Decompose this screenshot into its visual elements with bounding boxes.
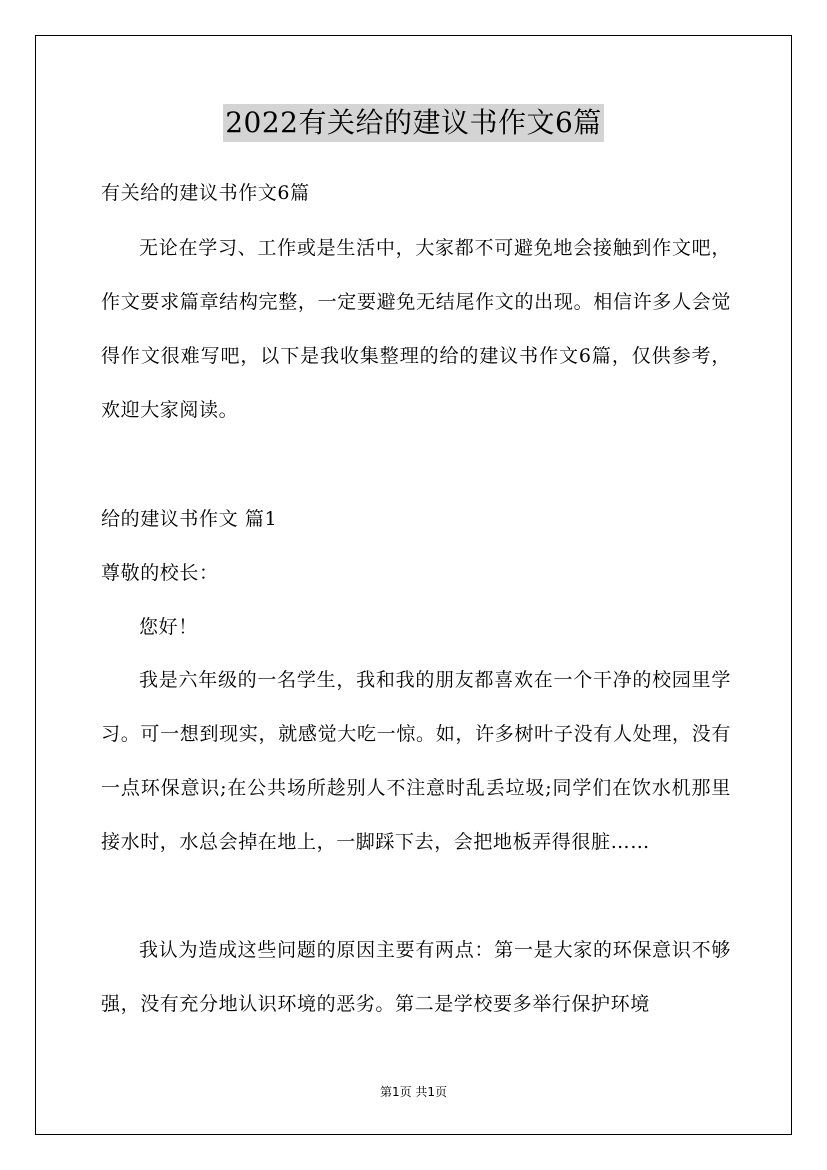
body-paragraph-1: 我是六年级的一名学生，我和我的朋友都喜欢在一个干净的校园里学习。可一想到现实，就感觉大吃一惊。如，许多树叶子没有人处理，没有一点环保意识;在公共场所趁别人不注意时乱丢垃圾;同学们在饮水机那里接水时，水总会掉在地上，一脚踩下去，会把地板弄得很脏…… (101, 669, 731, 853)
section-heading: 给的建议书作文 篇1 (101, 508, 278, 530)
page-number: 第1页 共1页 (379, 1085, 448, 1099)
salutation: 尊敬的校长： (101, 562, 219, 584)
document-title: 2022有关给的建议书作文6篇 (223, 104, 604, 142)
body-paragraph-2: 我认为造成这些问题的原因主要有两点：第一是大家的环保意识不够强，没有充分地认识环境的恶劣。第二是学校要多举行保护环境 (101, 939, 731, 1015)
intro-paragraph: 无论在学习、工作或是生活中，大家都不可避免地会接触到作文吧，作文要求篇章结构完整，一定要避免无结尾作文的出现。相信许多人会觉得作文很难写吧，以下是我收集整理的给的建议书作文6篇，仅供参考，欢迎大家阅读。 (101, 237, 731, 421)
greeting: 您好！ (139, 616, 198, 638)
title-container (0, 104, 827, 142)
document-subtitle: 有关给的建议书作文6篇 (101, 182, 310, 204)
